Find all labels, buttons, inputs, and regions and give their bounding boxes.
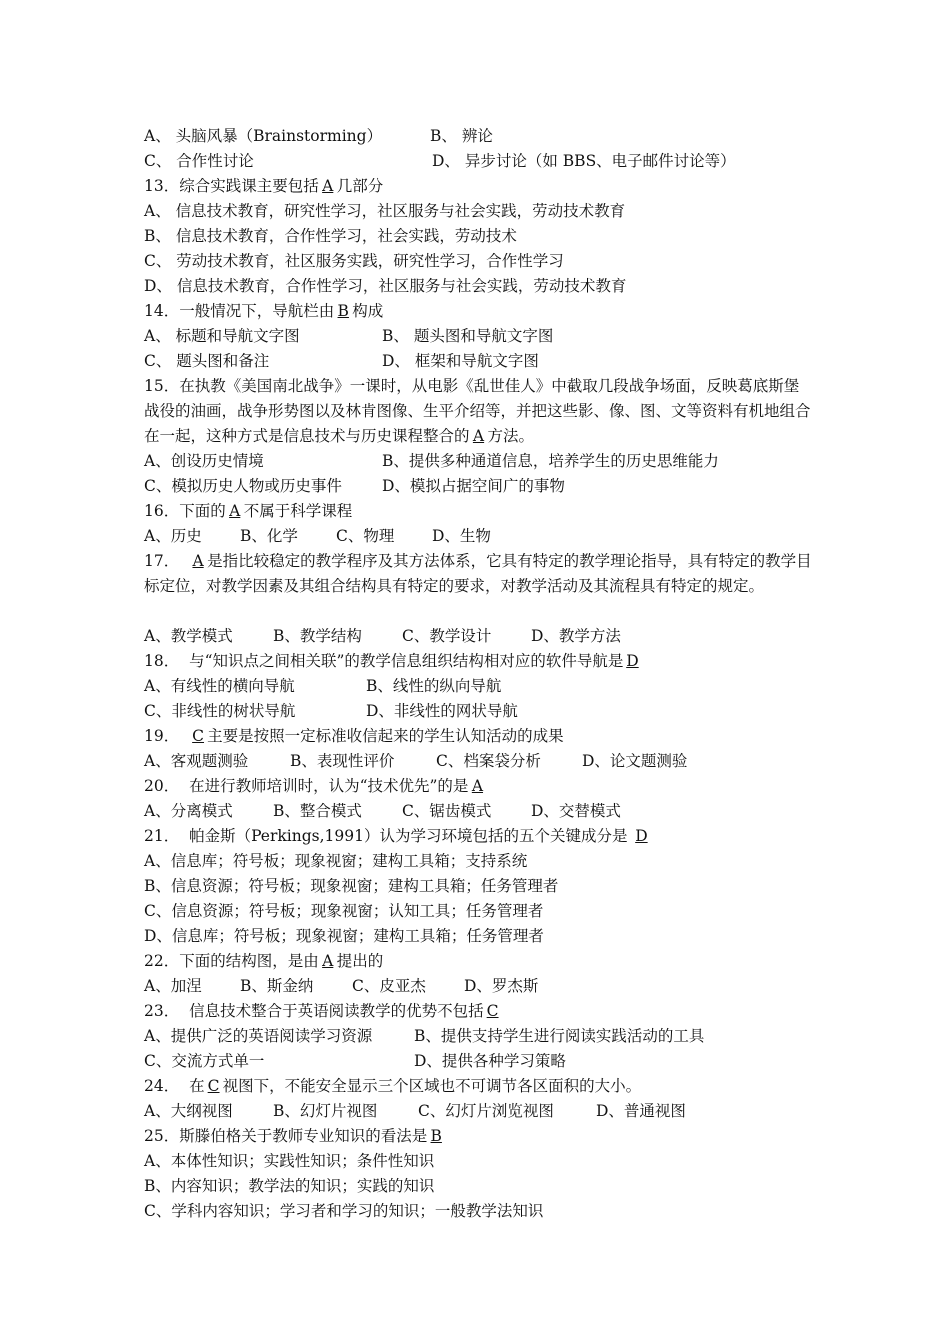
- option-text: D、生物: [432, 527, 491, 545]
- option-text: D、 异步讨论（如 BBS、电子邮件讨论等）: [432, 152, 736, 170]
- option-row: [144, 899, 814, 924]
- option-row: [144, 1099, 814, 1124]
- question-text-tail: 方法。: [487, 427, 535, 445]
- question-text: 24． 在: [144, 1077, 205, 1095]
- answer-blank: B: [430, 1127, 442, 1145]
- question-text: 22．下面的结构图，是由: [144, 952, 319, 970]
- question: [144, 724, 814, 749]
- question-text-tail: 几部分: [336, 177, 384, 195]
- option-text: C、 题头图和备注: [144, 352, 270, 370]
- question-text: 16．下面的: [144, 502, 226, 520]
- question-text-tail: 主要是按照一定标准收信起来的学生认知活动的成果: [207, 727, 564, 745]
- option-text: B、线性的纵向导航: [366, 677, 502, 695]
- option-text: B、提供多种通道信息，培养学生的历史思维能力: [382, 452, 719, 470]
- option-text: D、 信息技术教育，合作性学习，社区服务与社会实践，劳动技术教育: [144, 277, 627, 295]
- answer-blank: A: [229, 502, 241, 520]
- answer-blank: C: [192, 727, 205, 745]
- question: [144, 499, 814, 524]
- option-row: [144, 874, 814, 899]
- option-text: A、 头脑风暴（Brainstorming）: [144, 127, 383, 145]
- option-text: B、斯金纳: [240, 977, 314, 995]
- option-row: [144, 274, 814, 299]
- answer-blank: C: [207, 1077, 220, 1095]
- option-text: D、普通视图: [596, 1102, 686, 1120]
- option-text: A、分离模式: [144, 802, 233, 820]
- option-row: [144, 224, 814, 249]
- option-row: [144, 924, 814, 949]
- answer-blank: B: [337, 302, 349, 320]
- answer-blank: A: [471, 777, 484, 795]
- question-text: 21． 帕金斯（Perkings,1991）认为学习环境包括的五个关键成分是: [144, 827, 633, 845]
- option-row: [144, 1174, 814, 1199]
- option-text: B、整合模式: [273, 802, 362, 820]
- option-text: C、锯齿模式: [402, 802, 492, 820]
- question: [144, 649, 814, 674]
- option-text: C、物理: [336, 527, 395, 545]
- option-text: C、交流方式单一: [144, 1052, 265, 1070]
- option-text: B、内容知识；教学法的知识；实践的知识: [144, 1177, 435, 1195]
- option-text: A、 标题和导航文字图: [144, 327, 300, 345]
- option-row: [144, 624, 814, 649]
- option-text: B、 辨论: [430, 127, 493, 145]
- question: [144, 549, 814, 624]
- option-row: [144, 1199, 814, 1224]
- option-text: C、模拟历史人物或历史事件: [144, 477, 342, 495]
- option-row: [144, 799, 814, 824]
- option-row: [144, 474, 814, 499]
- question-text-tail: 不属于科学课程: [243, 502, 353, 520]
- option-text: A、加涅: [144, 977, 202, 995]
- option-text: B、化学: [240, 527, 298, 545]
- question: [144, 1124, 814, 1149]
- question-text: 17．: [144, 552, 190, 570]
- option-text: C、档案袋分析: [436, 752, 541, 770]
- option-text: D、罗杰斯: [464, 977, 539, 995]
- question-text-tail: 是指比较稳定的教学程序及其方法体系，它具有特定的教学理论指导，具有特定的教学目标定位，对教学因素及其组合结构具有特定的要求，对教学活动及其流程具有特定的规定。: [144, 552, 812, 595]
- option-text: C、非线性的树状导航: [144, 702, 296, 720]
- option-text: D、信息库；符号板；现象视窗；建构工具箱；任务管理者: [144, 927, 544, 945]
- question: [144, 1074, 814, 1099]
- option-text: D、交替模式: [531, 802, 621, 820]
- option-row: [144, 124, 814, 149]
- question: [144, 949, 814, 974]
- option-text: C、 合作性讨论: [144, 152, 254, 170]
- question: [144, 174, 814, 199]
- option-row: [144, 324, 814, 349]
- option-text: A、大纲视图: [144, 1102, 233, 1120]
- option-text: C、学科内容知识；学习者和学习的知识；一般教学法知识: [144, 1202, 544, 1220]
- option-text: A、历史: [144, 527, 202, 545]
- answer-blank: D: [635, 827, 648, 845]
- question: [144, 299, 814, 324]
- option-row: [144, 199, 814, 224]
- option-text: B、信息资源；符号板；现象视窗；建构工具箱；任务管理者: [144, 877, 559, 895]
- option-text: D、 框架和导航文字图: [382, 352, 539, 370]
- option-text: A、创设历史情境: [144, 452, 264, 470]
- answer-blank: A: [322, 177, 334, 195]
- option-text: A、提供广泛的英语阅读学习资源: [144, 1027, 373, 1045]
- option-text: B、 题头图和导航文字图: [382, 327, 554, 345]
- option-row: [144, 749, 814, 774]
- option-row: [144, 149, 814, 174]
- option-text: C、信息资源；符号板；现象视窗；认知工具；任务管理者: [144, 902, 544, 920]
- option-text: A、教学模式: [144, 627, 233, 645]
- option-text: A、本体性知识；实践性知识；条件性知识: [144, 1152, 435, 1170]
- question-text: 25．斯滕伯格关于教师专业知识的看法是: [144, 1127, 428, 1145]
- question-text: 15．在执教《美国南北战争》一课时，从电影《乱世佳人》中截取几段战争场面，反映葛底斯堡战役的油画，战争形势图以及林肯图像、生平介绍等，并把这些影、像、图、文等资料有机地组合在一起，这种方式是信息技术与历史课程整合的: [144, 377, 811, 445]
- document-page: [144, 124, 814, 1224]
- option-text: A、有线性的横向导航: [144, 677, 295, 695]
- option-text: C、 劳动技术教育，社区服务实践，研究性学习，合作性学习: [144, 252, 564, 270]
- option-row: [144, 349, 814, 374]
- question: [144, 999, 814, 1024]
- option-text: B、表现性评价: [290, 752, 395, 770]
- option-text: A、客观题测验: [144, 752, 249, 770]
- option-row: [144, 524, 814, 549]
- question: [144, 824, 814, 849]
- question: [144, 774, 814, 799]
- question-text: 19．: [144, 727, 190, 745]
- answer-blank: C: [486, 1002, 499, 1020]
- question-text-tail: 构成: [352, 302, 384, 320]
- answer-blank: A: [192, 552, 204, 570]
- option-row: [144, 974, 814, 999]
- option-text: C、幻灯片浏览视图: [418, 1102, 554, 1120]
- option-row: [144, 674, 814, 699]
- option-text: A、信息库；符号板；现象视窗；建构工具箱；支持系统: [144, 852, 528, 870]
- option-text: C、教学设计: [402, 627, 492, 645]
- option-row: [144, 849, 814, 874]
- answer-blank: A: [322, 952, 334, 970]
- question-text: 13．综合实践课主要包括: [144, 177, 319, 195]
- option-text: D、非线性的网状导航: [366, 702, 518, 720]
- answer-blank: D: [626, 652, 639, 670]
- option-text: B、 信息技术教育，合作性学习，社会实践，劳动技术: [144, 227, 517, 245]
- option-text: B、教学结构: [273, 627, 362, 645]
- option-row: [144, 1024, 814, 1049]
- question: [144, 374, 814, 449]
- option-text: D、模拟占据空间广的事物: [382, 477, 565, 495]
- option-row: [144, 449, 814, 474]
- option-row: [144, 249, 814, 274]
- question-text: 14．一般情况下，导航栏由: [144, 302, 335, 320]
- option-row: [144, 1049, 814, 1074]
- question-text: 20． 在进行教师培训时，认为“技术优先”的是: [144, 777, 469, 795]
- option-row: [144, 699, 814, 724]
- option-text: C、皮亚杰: [352, 977, 426, 995]
- question-text-tail: 提出的: [336, 952, 384, 970]
- option-text: D、教学方法: [531, 627, 621, 645]
- option-text: A、 信息技术教育，研究性学习，社区服务与社会实践，劳动技术教育: [144, 202, 626, 220]
- option-text: D、提供各种学习策略: [414, 1052, 566, 1070]
- answer-blank: A: [472, 427, 485, 445]
- question-text-tail: 视图下，不能安全显示三个区域也不可调节各区面积的大小。: [222, 1077, 642, 1095]
- question-text: 18． 与“知识点之间相关联”的教学信息组织结构相对应的软件导航是: [144, 652, 624, 670]
- option-text: D、论文题测验: [582, 752, 688, 770]
- option-text: B、提供支持学生进行阅读实践活动的工具: [414, 1027, 705, 1045]
- option-row: [144, 1149, 814, 1174]
- option-text: B、幻灯片视图: [273, 1102, 378, 1120]
- question-text: 23． 信息技术整合于英语阅读教学的优势不包括: [144, 1002, 484, 1020]
